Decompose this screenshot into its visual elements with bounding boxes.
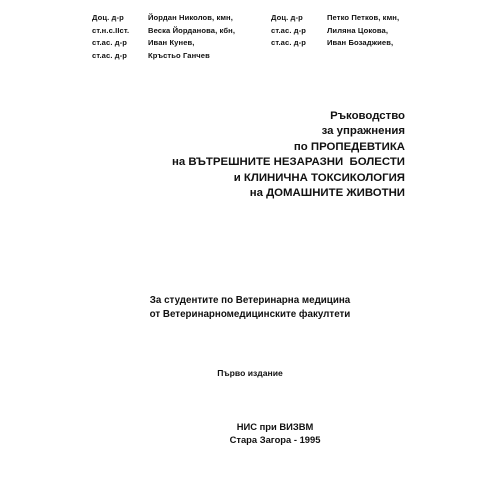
author-entry <box>271 25 399 38</box>
audience-line: от Ветеринарномедицинските факултети <box>149 309 351 320</box>
author-entry <box>92 37 235 50</box>
title-line: по ПРОПЕДЕВТИКА <box>293 140 405 153</box>
author-rank: ст.н.с.IIст. <box>92 25 130 35</box>
publisher-line: Стара Загора - 1995 <box>229 434 321 446</box>
author-name: Иван Кунев, <box>148 38 195 48</box>
title-line: за упражнения <box>321 125 405 138</box>
author-entry <box>92 50 235 63</box>
author-rank: Доц. д-р <box>92 13 124 22</box>
author-entry <box>92 25 235 38</box>
author-name: Веска Йорданова, кбн, <box>148 25 236 35</box>
author-entry <box>271 12 399 25</box>
author-name: Лиляна Цокова, <box>327 25 389 35</box>
author-name: Йордан Николов, кмн, <box>148 13 233 22</box>
title-line: Ръководство <box>330 110 405 122</box>
publisher-imprint <box>25 420 500 447</box>
title-line: на ВЪТРЕШНИТЕ НЕЗАРАЗНИ БОЛЕСТИ <box>171 156 405 169</box>
edition-label: Първо издание <box>217 368 283 378</box>
author-name: Иван Бозаджиев, <box>327 38 394 48</box>
author-rank: ст.ас. д-р <box>92 38 128 48</box>
authors-left-column <box>92 12 235 62</box>
author-name: Кръстьо Ганчев <box>148 50 210 60</box>
author-rank: ст.ас. д-р <box>271 25 307 35</box>
author-entry <box>92 12 235 25</box>
author-name: Петко Петков, кмн, <box>327 13 400 22</box>
author-entry <box>271 37 399 50</box>
author-rank: Доц. д-р <box>271 13 303 22</box>
author-rank: ст.ас. д-р <box>92 50 128 60</box>
authors-right-column <box>271 12 399 50</box>
book-title <box>172 109 405 201</box>
title-line: и КЛИНИЧНА ТОКСИКОЛОГИЯ <box>233 171 405 184</box>
title-line: на ДОМАШНИТЕ ЖИВОТНИ <box>249 187 405 200</box>
publisher-line: НИС при ВИЗВМ <box>236 421 314 432</box>
audience-note <box>0 294 500 322</box>
author-rank: ст.ас. д-р <box>271 38 307 48</box>
audience-line: За студентите по Ветеринарна медицина <box>149 295 351 306</box>
